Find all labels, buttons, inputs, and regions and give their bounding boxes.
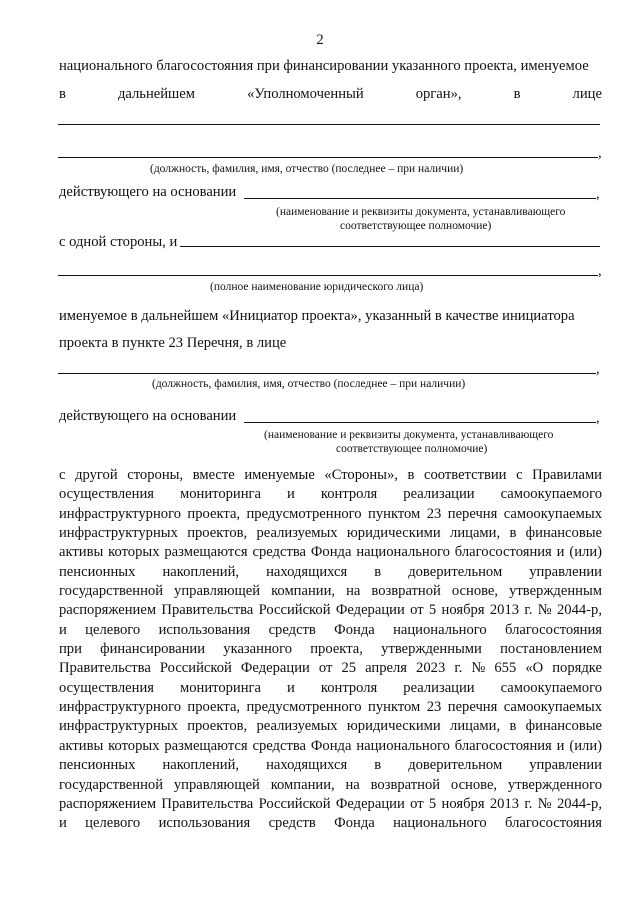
word: в xyxy=(59,86,66,102)
body-line: и целевого использования средств Фонда национального благосостояния xyxy=(59,815,602,832)
initiator-line-1: именуемое в дальнейшем «Инициатор проекта», указанный в качестве инициатора xyxy=(59,308,575,324)
word: в xyxy=(513,86,521,102)
blank-line xyxy=(58,124,600,125)
basis-field-1[interactable] xyxy=(244,198,596,199)
body-line: активы которых размещаются средства Фонда национального благосостояния и (или) xyxy=(59,737,602,754)
basis-label-2: действующего на основании xyxy=(59,408,237,424)
caption-person-1: (должность, фамилия, имя, отчество (последнее – при наличии) xyxy=(150,163,464,175)
body-line: с другой стороны, вместе именуемые «Стороны», в соответствии с Правилами xyxy=(59,467,602,483)
comma: , xyxy=(598,263,602,279)
comma: , xyxy=(596,361,600,377)
caption-legal-entity: (полное наименование юридического лица) xyxy=(210,281,424,293)
comma: , xyxy=(598,145,602,161)
agreement-body-text xyxy=(59,466,602,834)
word: дальнейшем xyxy=(117,86,195,102)
body-line: при финансировании указанного проекта, утвержденными постановлением xyxy=(59,641,602,658)
basis-label-1: действующего на основании xyxy=(59,184,237,200)
word: орган», xyxy=(415,86,462,102)
body-line: пенсионных накоплений, находящихся в доверительном управлении xyxy=(59,757,602,774)
intro-line-2 xyxy=(59,86,602,103)
one-side-label: с одной стороны, и xyxy=(59,234,178,250)
body-line: инфраструктурных проектов, реализуемых юридическими лицами, в финансовые xyxy=(59,525,602,542)
body-line: пенсионных накоплений, находящихся в доверительном управлении xyxy=(59,563,602,580)
body-line: инфраструктурных проектов, реализуемых юридическими лицами, в финансовые xyxy=(59,718,602,735)
blank-line xyxy=(58,157,598,158)
body-line: распоряжением Правительства Российской Федерации от 5 ноября 2013 г. № 2044-р, xyxy=(59,795,602,812)
body-line: осуществления мониторинга и контроля реализации самоокупаемого xyxy=(59,486,602,503)
body-line: инфраструктурного проекта, предусмотренного пунктом 23 перечня самоокупаемых xyxy=(59,699,602,716)
body-line: государственной управляющей компании, на возвратной основе, утвержденным xyxy=(59,583,602,600)
basis-field-2[interactable] xyxy=(244,422,596,423)
comma: , xyxy=(596,186,600,202)
body-line: осуществления мониторинга и контроля реализации самоокупаемого xyxy=(59,679,602,696)
blank-line xyxy=(58,275,598,276)
body-line: и целевого использования средств Фонда национального благосостояния xyxy=(59,621,602,638)
caption-doc-2b: соответствующее полномочие) xyxy=(336,443,488,455)
intro-line-1: национального благосостояния при финансировании указанного проекта, именуемое xyxy=(59,58,589,74)
initiator-line-2: проекта в пункте 23 Перечня, в лице xyxy=(59,335,287,351)
word: лице xyxy=(572,86,602,102)
body-line: инфраструктурного проекта, предусмотренного пунктом 23 перечня самоокупаемых xyxy=(59,505,602,522)
blank-line xyxy=(58,373,596,374)
page-number: 2 xyxy=(316,32,324,48)
body-line: государственной управляющей компании, на возвратной основе, утвержденного xyxy=(59,776,602,793)
word: «Уполномоченный xyxy=(247,86,364,102)
blank-line xyxy=(180,246,600,247)
body-line: Правительства Российской Федерации от 25 апреля 2023 г. № 655 «О порядке xyxy=(59,660,602,677)
caption-doc-1b: соответствующее полномочие) xyxy=(340,220,492,232)
caption-doc-1a: (наименование и реквизиты документа, устанавливающего xyxy=(276,206,566,218)
body-line: распоряжением Правительства Российской Федерации от 5 ноября 2013 г. № 2044-р, xyxy=(59,602,602,619)
comma: , xyxy=(596,410,600,426)
body-line: активы которых размещаются средства Фонда национального благосостояния и (или) xyxy=(59,544,602,561)
caption-person-2: (должность, фамилия, имя, отчество (последнее – при наличии) xyxy=(152,378,466,390)
caption-doc-2a: (наименование и реквизиты документа, устанавливающего xyxy=(264,429,554,441)
